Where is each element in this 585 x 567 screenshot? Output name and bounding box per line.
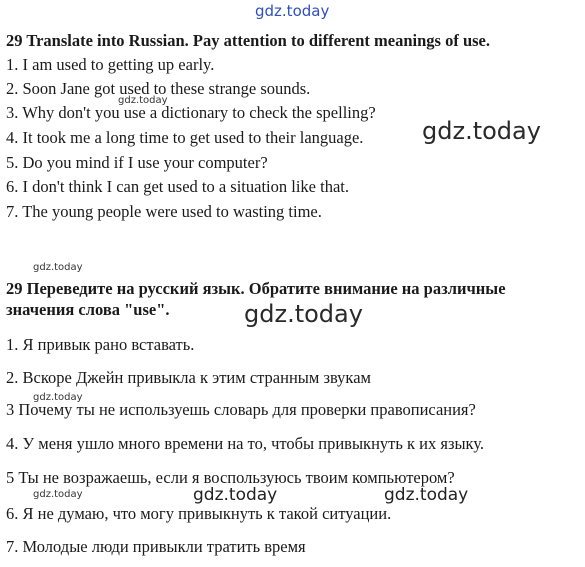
english-item: 2. Soon Jane got used to these strange sounds. xyxy=(6,79,311,98)
watermark-small: gdz.today xyxy=(118,95,168,106)
russian-item: 7. Молодые люди привыкли тратить время xyxy=(6,537,306,556)
watermark-small: gdz.today xyxy=(33,262,83,273)
watermark-large: gdz.today xyxy=(422,117,541,145)
watermark-large: gdz.today xyxy=(244,300,363,328)
english-item: 5. Do you mind if I use your computer? xyxy=(6,153,268,172)
russian-item: 5 Ты не возражаешь, если я воспользуюсь твоим компьютером? xyxy=(6,468,455,487)
watermark-top: gdz.today xyxy=(255,2,330,20)
russian-heading-line2: значения слова "use". xyxy=(6,300,170,319)
russian-item: 6. Я не думаю, что могу привыкнуть к такой ситуации. xyxy=(6,504,392,523)
english-item: 6. I don't think I can get used to a situation like that. xyxy=(6,177,349,196)
english-item: 3. Why don't you use a dictionary to check the spelling? xyxy=(6,103,376,122)
russian-item: 2. Вскоре Джейн привыкла к этим странным звукам xyxy=(6,368,371,387)
russian-item: 3 Почему ты не используешь словарь для проверки правописания? xyxy=(6,400,476,419)
watermark-medium: gdz.today xyxy=(193,485,278,505)
russian-item: 4. У меня ушло много времени на то, чтобы привыкнуть к их языку. xyxy=(6,434,485,453)
english-item: 4. It took me a long time to get used to their language. xyxy=(6,128,364,147)
watermark-small: gdz.today xyxy=(33,392,83,403)
watermark-medium: gdz.today xyxy=(384,485,469,505)
russian-item: 1. Я привык рано вставать. xyxy=(6,335,195,354)
english-item: 7. The young people were used to wasting time. xyxy=(6,202,322,221)
russian-heading-line1: 29 Переведите на русский язык. Обратите внимание на различные xyxy=(6,279,506,298)
english-heading: 29 Translate into Russian. Pay attention to different meanings of use. xyxy=(6,31,491,50)
watermark-small: gdz.today xyxy=(33,489,83,500)
english-item: 1. I am used to getting up early. xyxy=(6,55,215,74)
